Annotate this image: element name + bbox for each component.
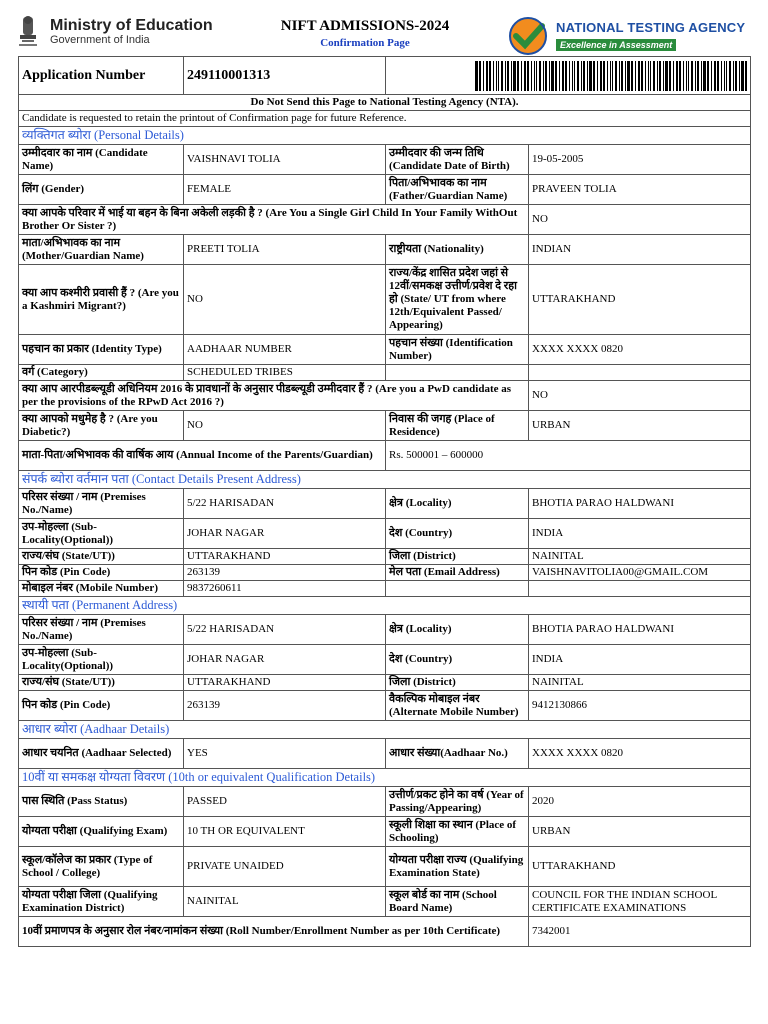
field-value: 9412130866	[529, 691, 751, 721]
barcode-bar	[498, 61, 499, 91]
field-label: पहचान का प्रकार (Identity Type)	[19, 335, 184, 365]
nta-title: NATIONAL TESTING AGENCY	[556, 19, 746, 35]
barcode-bar	[691, 61, 693, 91]
field-label: निवास की जगह (Place of Residence)	[386, 411, 529, 441]
application-number-label: Application Number	[19, 57, 184, 95]
field-value: PASSED	[184, 787, 386, 817]
barcode-bar	[607, 61, 608, 91]
notice-text: Do Not Send this Page to National Testing Agency (NTA).	[19, 95, 751, 111]
field-label: पिन कोड (Pin Code)	[19, 565, 184, 581]
field-value: 7342001	[529, 917, 751, 947]
field-label: देश (Country)	[386, 519, 529, 549]
barcode-bar	[669, 61, 671, 91]
barcode-bar	[676, 61, 678, 91]
barcode-bar	[524, 61, 526, 91]
field-label: स्कूल बोर्ड का नाम (School Board Name)	[386, 887, 529, 917]
field-label: योग्यता परीक्षा जिला (Qualifying Examination District)	[19, 887, 184, 917]
field-label: पास स्थिति (Pass Status)	[19, 787, 184, 817]
table-row	[19, 847, 751, 887]
table-row	[19, 675, 751, 691]
field-value: XXXX XXXX 0820	[529, 739, 751, 769]
field-value: NAINITAL	[529, 549, 751, 565]
nta-check-icon	[506, 16, 552, 56]
barcode-bar	[536, 61, 537, 91]
national-emblem-icon	[14, 14, 42, 50]
barcode-bar	[729, 61, 731, 91]
field-value: SCHEDULED TRIBES	[184, 365, 386, 381]
barcode-bar	[555, 61, 557, 91]
field-value: AADHAAR NUMBER	[184, 335, 386, 365]
confirmation-sheet	[18, 56, 750, 947]
field-value: NO	[529, 205, 751, 235]
field-value: BHOTIA PARAO HALDWANI	[529, 489, 751, 519]
field-value: PREETI TOLIA	[184, 235, 386, 265]
barcode-bar	[572, 61, 573, 91]
nta-tagline: Excellence in Assessment	[556, 39, 676, 51]
barcode-bar	[714, 61, 716, 91]
field-value: INDIA	[529, 519, 751, 549]
barcode-bar	[587, 61, 588, 91]
page-title: NIFT ADMISSIONS-2024	[280, 18, 450, 34]
field-value: UTTARAKHAND	[184, 549, 386, 565]
barcode-bar	[545, 61, 547, 91]
field-label: 10वीं प्रमाणपत्र के अनुसार रोल नंबर/नामांकन संख्या (Roll Number/Enrollment Number as per 10th Certificate)	[19, 917, 529, 947]
barcode-bar	[631, 61, 633, 91]
barcode-bar	[593, 61, 595, 91]
barcode-bar	[724, 61, 725, 91]
barcode-bar	[562, 61, 564, 91]
field-label: उत्तीर्ण/प्रकट होने का वर्ष (Year of Passing/Appearing)	[386, 787, 529, 817]
instruction-row	[19, 111, 751, 127]
field-label: पिन कोड (Pin Code)	[19, 691, 184, 721]
field-label: मोबाइल नंबर (Mobile Number)	[19, 581, 184, 597]
application-number-row	[19, 57, 751, 95]
table-row	[19, 645, 751, 675]
barcode-bar	[597, 61, 598, 91]
barcode-bar	[475, 61, 478, 91]
barcode-bar	[735, 61, 737, 91]
barcode-bar	[479, 61, 481, 91]
ministry-subtitle: Government of India	[50, 33, 150, 46]
barcode-bar	[577, 61, 579, 91]
barcode-bar	[551, 61, 554, 91]
table-row	[19, 565, 751, 581]
barcode-bar	[673, 61, 674, 91]
barcode-bar	[621, 61, 623, 91]
table-row	[19, 787, 751, 817]
field-value: NO	[529, 381, 751, 411]
barcode-bar	[663, 61, 664, 91]
barcode-bar	[711, 61, 712, 91]
field-label: योग्यता परीक्षा राज्य (Qualifying Examination State)	[386, 847, 529, 887]
barcode-bar	[521, 61, 522, 91]
barcode-bar	[697, 61, 699, 91]
barcode-bar	[683, 61, 684, 91]
field-label: राष्ट्रीयता (Nationality)	[386, 235, 529, 265]
field-value: NO	[184, 411, 386, 441]
barcode-bar	[603, 61, 605, 91]
field-value: JOHAR NAGAR	[184, 519, 386, 549]
barcode-bar	[531, 61, 532, 91]
field-label: क्षेत्र (Locality)	[386, 615, 529, 645]
field-value: VAISHNAVI TOLIA	[184, 145, 386, 175]
field-value: 263139	[184, 565, 386, 581]
barcode-bar	[527, 61, 529, 91]
field-value: NAINITAL	[529, 675, 751, 691]
field-value: INDIAN	[529, 235, 751, 265]
barcode-bar	[569, 61, 570, 91]
barcode-bar	[650, 61, 651, 91]
field-value: URBAN	[529, 411, 751, 441]
barcode-bar	[496, 61, 497, 91]
barcode-bar	[600, 61, 602, 91]
table-row	[19, 381, 751, 411]
field-label: उम्मीदवार की जन्म तिथि (Candidate Date of Birth)	[386, 145, 529, 175]
barcode-bar	[665, 61, 668, 91]
barcode-bar	[688, 61, 689, 91]
field-value: 10 TH OR EQUIVALENT	[184, 817, 386, 847]
field-label: पिता/अभिभावक का नाम (Father/Guardian Name)	[386, 175, 529, 205]
field-label: क्या आप कश्मीरी प्रवासी हैं ? (Are you a Kashmiri Migrant?)	[19, 265, 184, 335]
barcode-bar	[612, 61, 613, 91]
empty-cell	[529, 581, 751, 597]
field-value: Rs. 500001 – 600000	[386, 441, 751, 471]
barcode-bar	[513, 61, 516, 91]
barcode-bar	[627, 61, 630, 91]
table-row	[19, 175, 751, 205]
barcode-bar	[703, 61, 706, 91]
barcode-bar	[679, 61, 681, 91]
ministry-logo	[14, 14, 213, 50]
barcode-bar	[534, 61, 535, 91]
field-label: क्या आपके परिवार में भाई या बहन के बिना अकेली लड़की है ? (Are You a Single Girl Child In Your Family WithOut Brother Or Sister ?)	[19, 205, 529, 235]
empty-cell	[386, 581, 529, 597]
barcode-bar	[583, 61, 585, 91]
barcode-bar	[739, 61, 740, 91]
field-label: स्कूली शिक्षा का स्थान (Place of Schooling)	[386, 817, 529, 847]
barcode-bar	[543, 61, 544, 91]
table-row	[19, 817, 751, 847]
barcode-bar	[615, 61, 617, 91]
section-heading: संपर्क ब्योरा वर्तमान पता (Contact Details Present Address)	[19, 471, 751, 489]
table-row	[19, 365, 751, 381]
field-value: BHOTIA PARAO HALDWANI	[529, 615, 751, 645]
field-label: आधार संख्या(Aadhaar No.)	[386, 739, 529, 769]
field-label: राज्य/संघ (State/UT))	[19, 549, 184, 565]
table-row	[19, 441, 751, 471]
section-heading: आधार ब्योरा (Aadhaar Details)	[19, 721, 751, 739]
field-value: JOHAR NAGAR	[184, 645, 386, 675]
field-label: जिला (District)	[386, 549, 529, 565]
field-label: राज्य/संघ (State/UT))	[19, 675, 184, 691]
field-value: 2020	[529, 787, 751, 817]
barcode-bar	[610, 61, 611, 91]
section-contact	[19, 471, 751, 489]
notice-row	[19, 95, 751, 111]
field-value: UTTARAKHAND	[529, 847, 751, 887]
section-personal	[19, 127, 751, 145]
field-value: 9837260611	[184, 581, 386, 597]
ministry-title: Ministry of Education	[50, 16, 213, 34]
field-value: INDIA	[529, 645, 751, 675]
field-label: वैकल्पिक मोबाइल नंबर (Alternate Mobile Number)	[386, 691, 529, 721]
page-header	[0, 0, 768, 56]
page-subtitle: Confirmation Page	[320, 37, 410, 49]
field-value: COUNCIL FOR THE INDIAN SCHOOL CERTIFICATE EXAMINATIONS	[529, 887, 751, 917]
barcode-bar	[625, 61, 626, 91]
barcode-bar	[707, 61, 709, 91]
field-label: परिसर संख्या / नाम (Premises No./Name)	[19, 615, 184, 645]
table-row	[19, 887, 751, 917]
field-value: 19-05-2005	[529, 145, 751, 175]
empty-cell	[386, 365, 529, 381]
table-row	[19, 145, 751, 175]
field-value: FEMALE	[184, 175, 386, 205]
table-row	[19, 205, 751, 235]
barcode-bar	[559, 61, 560, 91]
barcode-bar	[505, 61, 506, 91]
application-number-value: 249110001313	[184, 57, 386, 95]
barcode-bar	[726, 61, 727, 91]
barcode-bar	[507, 61, 509, 91]
table-row	[19, 335, 751, 365]
field-label: आधार चयनित (Aadhaar Selected)	[19, 739, 184, 769]
table-row	[19, 519, 751, 549]
barcode-bar	[517, 61, 519, 91]
nta-logo	[506, 16, 745, 56]
section-aadhaar	[19, 721, 751, 739]
section-qualification	[19, 769, 751, 787]
barcode-bar	[701, 61, 702, 91]
field-value: NAINITAL	[184, 887, 386, 917]
field-value: UTTARAKHAND	[184, 675, 386, 691]
field-label: वर्ग (Category)	[19, 365, 184, 381]
barcode-bar	[549, 61, 550, 91]
field-label: मेल पता (Email Address)	[386, 565, 529, 581]
field-label: स्कूल/कॉलेज का प्रकार (Type of School / College)	[19, 847, 184, 887]
field-label: देश (Country)	[386, 645, 529, 675]
barcode-bar	[486, 61, 488, 91]
table-row	[19, 489, 751, 519]
section-permanent	[19, 597, 751, 615]
field-value: VAISHNAVITOLIA00@GMAIL.COM	[529, 565, 751, 581]
field-value: 263139	[184, 691, 386, 721]
barcode-bar	[619, 61, 620, 91]
field-label: उम्मीदवार का नाम (Candidate Name)	[19, 145, 184, 175]
barcode-bar	[653, 61, 655, 91]
table-row	[19, 691, 751, 721]
confirmation-table	[18, 56, 751, 947]
barcode-bar	[511, 61, 512, 91]
field-value: NO	[184, 265, 386, 335]
field-label: जिला (District)	[386, 675, 529, 691]
table-row	[19, 739, 751, 769]
field-value: PRIVATE UNAIDED	[184, 847, 386, 887]
empty-cell	[529, 365, 751, 381]
field-value: 5/22 HARISADAN	[184, 615, 386, 645]
field-label: उप-मोहल्ला (Sub-Locality(Optional))	[19, 645, 184, 675]
field-label: क्या आप आरपीडब्ल्यूडी अधिनियम 2016 के प्रावधानों के अनुसार पीडब्ल्यूडी उम्मीदवार हैं ? (Are you a PwD candidate as per the provisions of the RPwD Act 2016 ?)	[19, 381, 529, 411]
field-value: XXXX XXXX 0820	[529, 335, 751, 365]
table-row	[19, 917, 751, 947]
barcode-bar	[493, 61, 494, 91]
field-label: लिंग (Gender)	[19, 175, 184, 205]
field-label: पहचान संख्या (Identification Number)	[386, 335, 529, 365]
barcode-bar	[501, 61, 503, 91]
field-label: माता-पिता/अभिभावक की वार्षिक आय (Annual Income of the Parents/Guardian)	[19, 441, 386, 471]
barcode-bar	[638, 61, 640, 91]
table-row	[19, 581, 751, 597]
table-row	[19, 411, 751, 441]
barcode-bar	[659, 61, 661, 91]
table-row	[19, 265, 751, 335]
field-value: UTTARAKHAND	[529, 265, 751, 335]
barcode-bar	[733, 61, 734, 91]
barcode-bar	[574, 61, 575, 91]
barcode-bar	[589, 61, 592, 91]
barcode-bar	[717, 61, 719, 91]
barcode-bar	[641, 61, 643, 91]
barcode-bar	[686, 61, 687, 91]
page-title-block	[230, 18, 500, 49]
instruction-text: Candidate is requested to retain the printout of Confirmation page for future Reference.	[19, 111, 751, 127]
table-row	[19, 549, 751, 565]
table-row	[19, 235, 751, 265]
barcode-bar	[657, 61, 658, 91]
barcode-bar	[565, 61, 567, 91]
barcode-cell	[386, 57, 751, 95]
field-value: PRAVEEN TOLIA	[529, 175, 751, 205]
field-label: क्षेत्र (Locality)	[386, 489, 529, 519]
section-heading: स्थायी पता (Permanent Address)	[19, 597, 751, 615]
field-label: परिसर संख्या / नाम (Premises No./Name)	[19, 489, 184, 519]
barcode-bar	[489, 61, 491, 91]
barcode-bar	[539, 61, 541, 91]
barcode-bar	[745, 61, 747, 91]
field-label: योग्यता परीक्षा (Qualifying Exam)	[19, 817, 184, 847]
barcode-bar	[721, 61, 722, 91]
field-value: URBAN	[529, 817, 751, 847]
field-value: 5/22 HARISADAN	[184, 489, 386, 519]
barcode-bar	[648, 61, 649, 91]
barcode-bar	[645, 61, 646, 91]
barcode-icon	[475, 61, 747, 91]
section-heading: 10वीं या समकक्ष योग्यता विवरण (10th or equivalent Qualification Details)	[19, 769, 751, 787]
field-label: उप-मोहल्ला (Sub-Locality(Optional))	[19, 519, 184, 549]
barcode-bar	[741, 61, 744, 91]
table-row	[19, 615, 751, 645]
barcode-bar	[635, 61, 636, 91]
barcode-bar	[483, 61, 484, 91]
field-label: क्या आपको मधुमेह है ? (Are you Diabetic?)	[19, 411, 184, 441]
field-label: माता/अभिभावक का नाम (Mother/Guardian Name)	[19, 235, 184, 265]
barcode-bar	[695, 61, 696, 91]
field-value: YES	[184, 739, 386, 769]
barcode-bar	[581, 61, 582, 91]
section-heading: व्यक्तिगत ब्योरा (Personal Details)	[19, 127, 751, 145]
field-label: राज्य/केंद्र शासित प्रदेश जहां से 12वीं/समकक्ष उत्तीर्ण/प्रवेश दे रहा हो (State/ UT from where 12th/Equivalent Passed/ Appearing)	[386, 265, 529, 335]
